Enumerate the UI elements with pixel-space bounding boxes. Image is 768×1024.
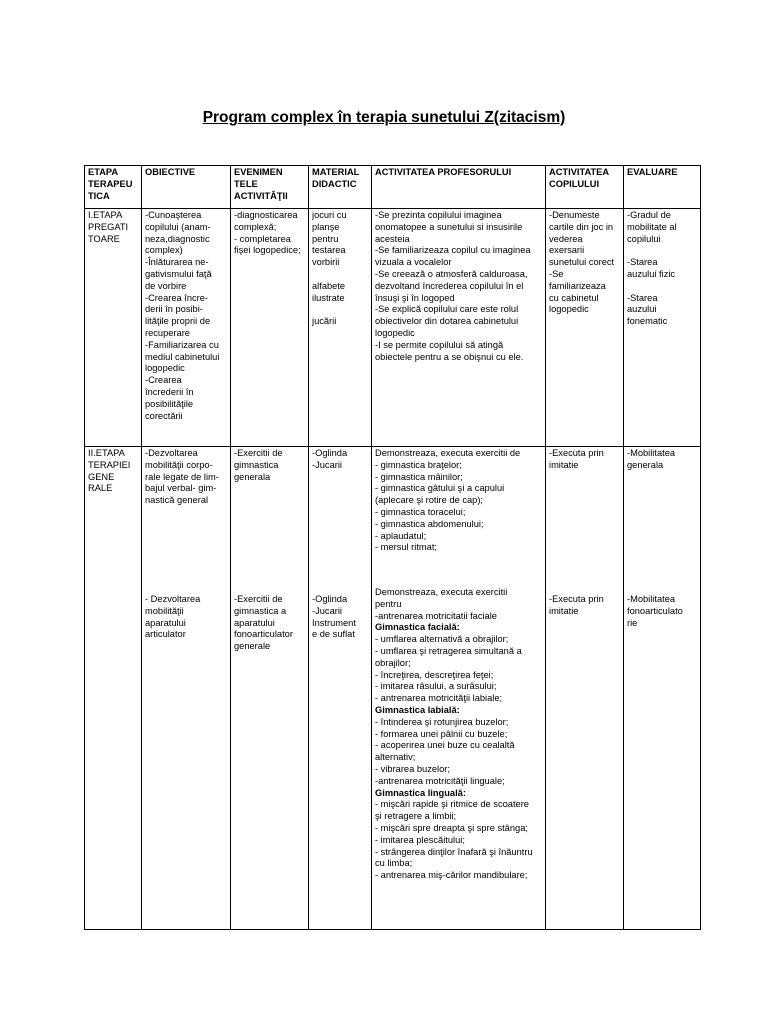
text-line: planşe (312, 221, 340, 232)
text-line: TOARE (88, 233, 120, 244)
table-row (85, 447, 701, 930)
copil-part-a (549, 448, 620, 594)
text-line (312, 269, 368, 281)
text-line: articulator (145, 629, 186, 640)
text-line: RALE (88, 483, 113, 494)
cell-evaluare (624, 447, 701, 930)
text-line: derii în posibi- (145, 304, 203, 315)
text-line: auzului (627, 304, 657, 315)
cell-material (309, 447, 372, 930)
text-line: -Executa prin (549, 448, 604, 458)
header-evenimente (231, 166, 309, 209)
text-line: -antrenarea motricitatii faciale (375, 610, 497, 621)
text-line: - gimnastica mâinilor; (375, 471, 463, 482)
cell-etapa (85, 447, 142, 930)
text-line: rale legate de lim- (145, 471, 219, 482)
text-line: COPILULUI (549, 178, 600, 189)
text-line: logopedic (375, 327, 415, 338)
text-line: -Exercitii de (234, 594, 283, 604)
text-line: - aplaudatul; (375, 530, 427, 541)
text-line: - acoperirea unei buze cu cealaltă (375, 740, 515, 751)
text-line: testarea (312, 245, 346, 256)
header-etapa (85, 166, 142, 209)
evenimente-part-b (234, 594, 305, 653)
text-line: ACTIVITĂŢII (234, 190, 288, 201)
text-line: -Gradul de (627, 210, 671, 220)
text-line: obiectivelor din dotarea cabinetului (375, 316, 519, 327)
text-line: EVALUARE (627, 167, 678, 177)
text-line: generala (627, 459, 664, 470)
text-line: - încreţirea, descreţirea feţei; (375, 669, 494, 680)
text-line: de vorbire (145, 280, 187, 291)
text-line: complex) (145, 245, 183, 256)
text-line: obrajilor; (375, 657, 411, 668)
text-line: - umflarea alternativă a obrajilor; (375, 634, 509, 645)
program-table (84, 165, 701, 930)
text-line: cu limba; (375, 858, 413, 869)
text-line: exersarii (549, 245, 585, 256)
text-line: logopedic (145, 363, 185, 374)
text-line: sunetului corect (549, 257, 615, 268)
text-line: jocuri cu (312, 210, 347, 220)
cell-evenimente (231, 447, 309, 930)
cell-evaluare (624, 209, 701, 447)
text-line: -Starea (627, 292, 658, 303)
text-line: -Cunoaşterea (145, 210, 202, 220)
text-line: - mişcări rapide şi ritmice de scoatere (375, 799, 529, 810)
text-line: -Starea (627, 257, 658, 268)
table-row (85, 209, 701, 447)
text-line: TERAPEU (88, 178, 133, 189)
text-line: lităţile proprii de (145, 316, 211, 327)
header-activitatea-profesorului (372, 166, 546, 209)
text-line: -Mobilitatea (627, 448, 676, 458)
text-line: şi retragere a limbii; (375, 811, 457, 822)
text-line: Instrument (312, 617, 356, 628)
text-line: vorbirii (312, 257, 340, 268)
text-line: -Se familiarizeaza copilul cu imaginea (375, 245, 531, 256)
cell-material (309, 209, 372, 447)
text-line: fonoarticulato (627, 605, 683, 616)
header-obiective (142, 166, 231, 209)
text-line: -I se permite copilului să atingă (375, 339, 504, 350)
cell-evenimente (231, 209, 309, 447)
text-line: - imitarea râsului, a surâsului; (375, 681, 497, 692)
text-line: -Jucarii (312, 605, 342, 616)
text-line (627, 245, 697, 257)
text-line: aparatului (145, 617, 186, 628)
text-line: - formarea unei pâlnii cu buzele; (375, 728, 508, 739)
text-line: -Se prezinta copilului imaginea (375, 210, 502, 220)
text-line: bajul verbal- gim- (145, 483, 217, 494)
profesor-part-a (375, 448, 542, 587)
text-line: MATERIAL (312, 167, 360, 177)
text-line: jucării (312, 316, 337, 327)
evenimente-part-a (234, 448, 305, 594)
text-line: - antrenarea miş-cărilor mandibulare; (375, 870, 528, 881)
text-line: - mersul ritmat; (375, 542, 437, 553)
text-line: TICA (88, 190, 110, 201)
text-line: gativismului faţă (145, 268, 212, 279)
text-line: Demonstreaza, executa exercitii de (375, 448, 521, 458)
text-line: - gimnastica toracelui; (375, 506, 466, 517)
text-line: mobilităţii (145, 605, 184, 616)
text-line: familiarizeaza (549, 280, 606, 291)
text-line: Demonstreaza, executa exercitii (375, 587, 508, 597)
text-line: aparatului (234, 617, 275, 628)
cell-activitatea-copilului (546, 209, 624, 447)
text-line: (aplecare şi rotire de cap); (375, 495, 483, 506)
header-material (309, 166, 372, 209)
text-line: imitatie (549, 605, 579, 616)
text-line: încrederii în (145, 386, 194, 397)
text-line (312, 304, 368, 316)
text-line: -Jucarii (312, 459, 342, 470)
text-line (627, 281, 697, 293)
text-line: copilului (anam- (145, 221, 211, 232)
text-line: pentru (375, 598, 402, 609)
obiective-part-b (145, 594, 227, 641)
copil-part-b (549, 594, 620, 618)
text-line: - gimnastica braţelor; (375, 459, 462, 470)
text-line: DIDACTIC (312, 178, 357, 189)
text-line: I.ETAPA (88, 210, 123, 220)
text-line: neza,diagnostic (145, 233, 210, 244)
text-line: mobilităţii corpo- (145, 459, 213, 470)
text-line: -Se creează o atmosferă calduroasa, (375, 268, 528, 279)
cell-etapa (85, 209, 142, 447)
text-line: TELE (234, 178, 258, 189)
text-line: ilustrate (312, 292, 345, 303)
text-line: -antrenarea motricităţii linguale; (375, 775, 505, 786)
subheading-line: Gimnastica labială: (375, 704, 460, 715)
text-line: - imitarea plescăitului; (375, 834, 465, 845)
text-line: -Dezvoltarea (145, 448, 198, 458)
text-line: vederea (549, 233, 583, 244)
subheading-line: Gimnastica linguală: (375, 787, 466, 798)
header-evaluare (624, 166, 701, 209)
text-line: -Denumeste (549, 210, 600, 220)
text-line: imitatie (549, 459, 579, 470)
text-line: -Oglinda (312, 448, 348, 458)
text-line: corectării (145, 410, 183, 421)
material-part-a (312, 448, 368, 594)
text-line: gimnastica a (234, 605, 287, 616)
obiective-part-a (145, 448, 227, 594)
text-line: ACTIVITATEA PROFESORULUI (375, 167, 512, 177)
text-line: - antrenarea motricităţii labiale; (375, 693, 503, 704)
text-line: onomatopee a sunetului si insusirile (375, 221, 523, 232)
cell-activitatea-profesorului (372, 209, 546, 447)
text-line: - strângerea dinţilor înafară şi înăuntru (375, 846, 533, 857)
text-line: - gimnastica abdomenului; (375, 518, 484, 529)
cell-activitatea-profesorului (372, 447, 546, 930)
text-line: fonoarticulator (234, 629, 293, 640)
text-line: ETAPA (88, 167, 119, 177)
text-line: fonematic (627, 316, 668, 327)
text-line: - vibrarea buzelor; (375, 763, 450, 774)
text-line: complexă; (234, 221, 277, 232)
profesor-part-b (375, 587, 542, 882)
text-line: TERAPIEI (88, 459, 131, 470)
text-line: cartile din joc in (549, 221, 614, 232)
header-row (85, 166, 701, 209)
text-line: dezvoltand încrederea copilului în el (375, 280, 524, 291)
text-line: generale (234, 641, 271, 652)
evaluare-part-a (627, 448, 697, 594)
text-line: obiectele pentru a se obişnui cu ele. (375, 351, 524, 362)
text-line: alfabete (312, 280, 346, 291)
text-line: -Familiarizarea cu (145, 339, 219, 350)
text-line: -Înlăturarea ne- (145, 257, 209, 268)
text-line: ACTIVITATEA (549, 167, 610, 177)
text-line: -Exercitii de (234, 448, 283, 458)
text-line: - umflarea şi retragerea simultană a (375, 645, 522, 656)
document-title: Program complex în terapia sunetului Z(zitacism) (202, 109, 566, 126)
text-line: e de suflat (312, 629, 355, 640)
text-line: copilului (627, 233, 661, 244)
subheading-line: Gimnastica facială: (375, 622, 460, 633)
text-line: -Mobilitatea (627, 594, 676, 604)
cell-activitatea-copilului (546, 447, 624, 930)
text-line: II.ETAPA (88, 448, 125, 458)
text-line: recuperare (145, 327, 190, 338)
cell-obiective (142, 209, 231, 447)
text-line: rie (627, 617, 638, 628)
evaluare-part-b (627, 594, 697, 629)
text-line: acesteia (375, 233, 410, 244)
text-line: mobilitate al (627, 221, 677, 232)
text-line: - Dezvoltarea (145, 594, 201, 604)
text-line: PREGATI (88, 221, 129, 232)
text-line: logopedic (549, 304, 589, 315)
text-line: - gimnastica gâtului şi a capului (375, 483, 505, 494)
text-line: -Executa prin (549, 594, 604, 604)
text-line: alternativ; (375, 752, 416, 763)
text-line: - întinderea şi rotunjirea buzelor; (375, 716, 509, 727)
text-line: cu cabinetul (549, 292, 599, 303)
text-line: auzului fizic (627, 268, 676, 279)
text-line: -Se explică copilului care este rolul (375, 304, 519, 315)
text-line: generala (234, 471, 271, 482)
cell-obiective (142, 447, 231, 930)
text-line: -Crearea (145, 375, 182, 386)
text-line: vizuala a vocalelor (375, 257, 452, 268)
text-line: - mişcări spre dreapta şi spre stânga; (375, 822, 528, 833)
text-line: - completarea (234, 233, 291, 244)
text-line: OBIECTIVE (145, 167, 196, 177)
header-activitatea-copilului (546, 166, 624, 209)
text-line: însuşi şi în logoped (375, 292, 455, 303)
text-line: pentru (312, 233, 339, 244)
text-line: fişei logopedice; (234, 245, 301, 256)
text-line: -Se (549, 268, 564, 279)
text-line: nastică general (145, 495, 209, 506)
text-line: mediul cabinetului (145, 351, 220, 362)
text-line: -Oglinda (312, 594, 348, 604)
material-part-b (312, 594, 368, 641)
text-line: posibilităţile (145, 398, 194, 409)
text-line: gimnastica (234, 459, 279, 470)
text-line: -diagnosticarea (234, 210, 298, 220)
text-line: -Crearea încre- (145, 292, 209, 303)
text-line: GENE (88, 471, 115, 482)
text-line: EVENIMEN (234, 167, 283, 177)
